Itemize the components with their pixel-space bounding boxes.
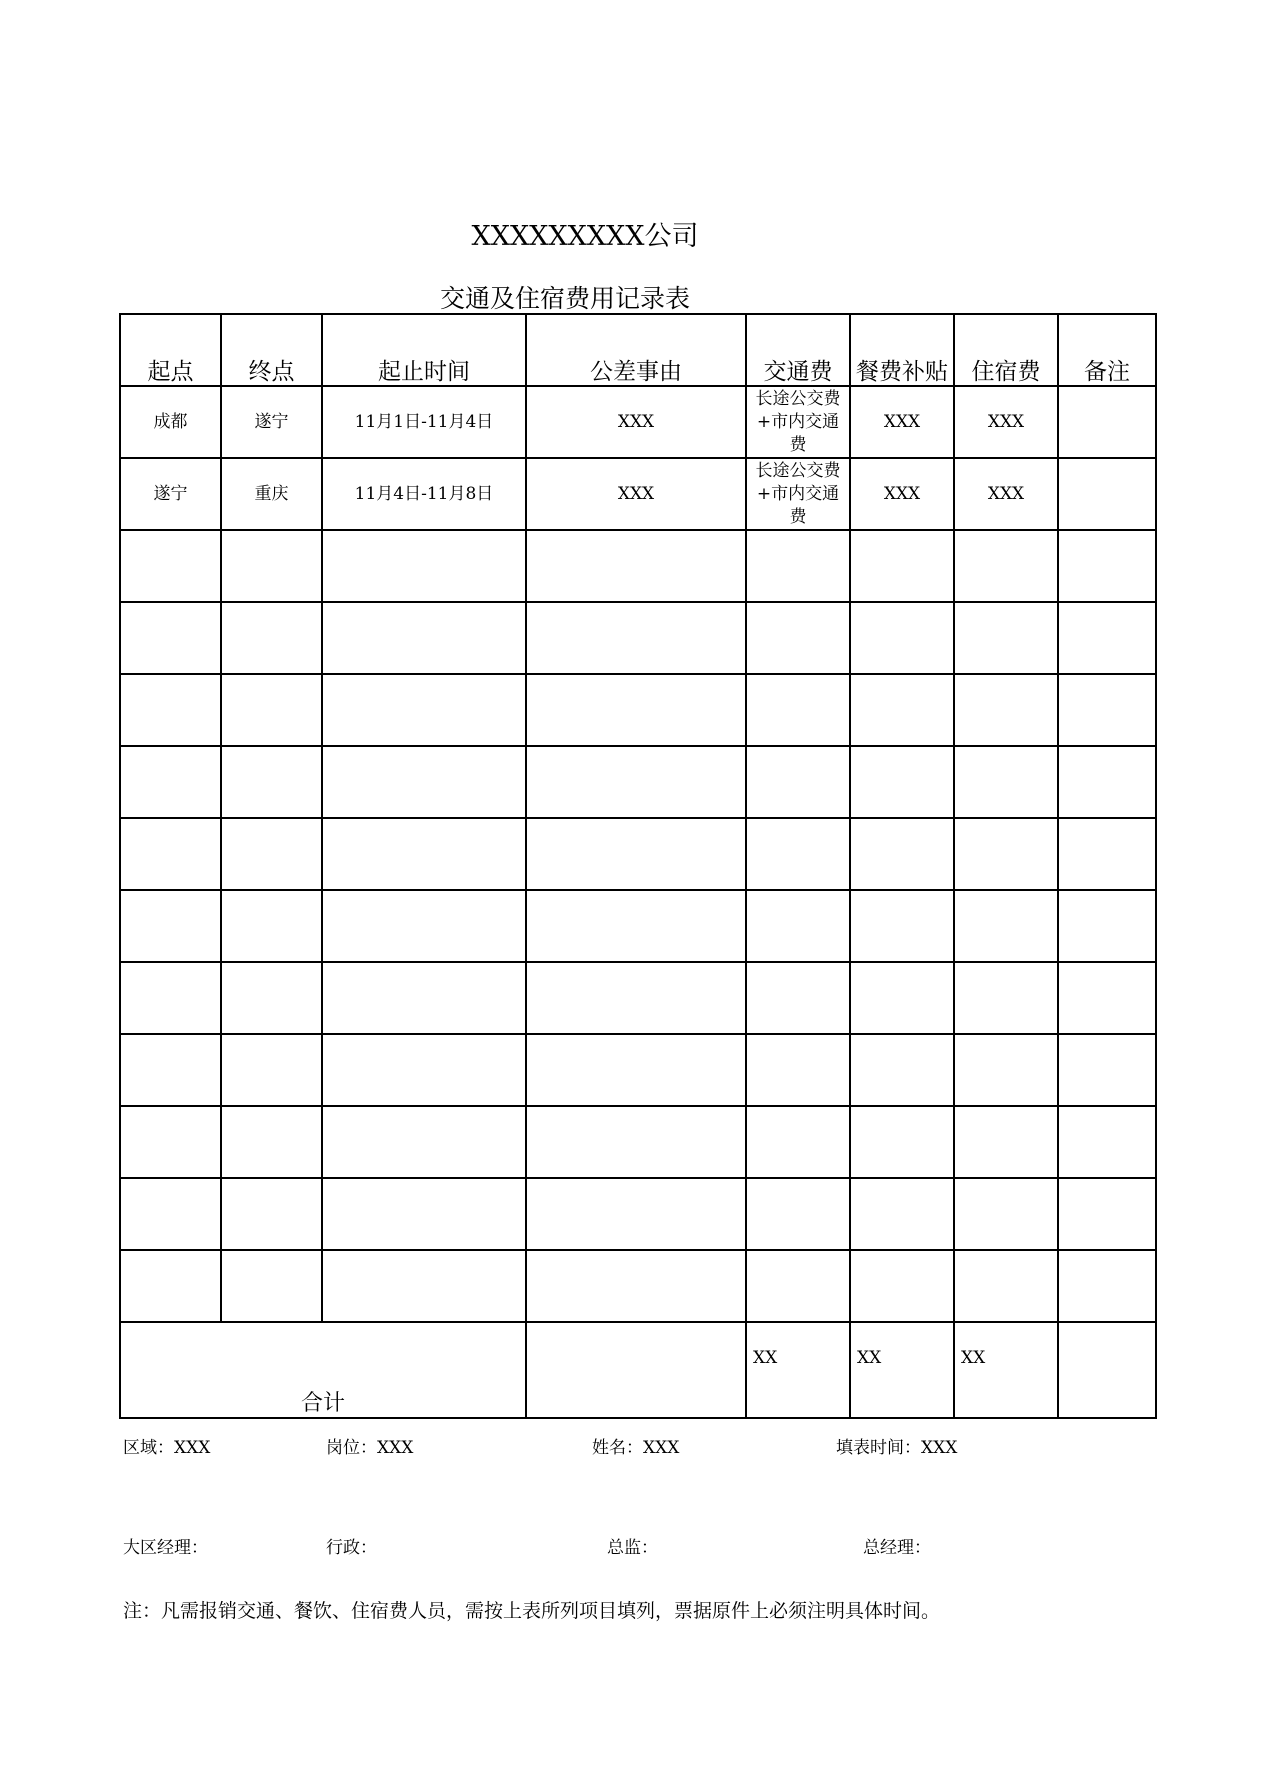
general-manager-signature: 总经理：: [863, 1538, 931, 1558]
cell-meal: [850, 602, 954, 674]
cell-lodging: [954, 962, 1058, 1034]
cell-meal: [850, 962, 954, 1034]
cell-end: [221, 746, 322, 818]
column-header-end: 终点: [221, 314, 322, 386]
cell-meal: [850, 818, 954, 890]
cell-lodging: [954, 530, 1058, 602]
cell-period: [322, 746, 526, 818]
cell-period: [322, 602, 526, 674]
cell-meal: XXX: [850, 458, 954, 530]
cell-end: 重庆: [221, 458, 322, 530]
cell-remarks: [1058, 674, 1156, 746]
cell-remarks: [1058, 962, 1156, 1034]
cell-transport: [746, 674, 850, 746]
signature-row: [0, 1533, 1280, 1563]
total-remarks-cell: [1058, 1322, 1156, 1418]
cell-remarks: [1058, 386, 1156, 458]
cell-meal: [850, 1178, 954, 1250]
total-meal: XX: [850, 1322, 954, 1418]
cell-start: [120, 674, 221, 746]
director-signature: 总监：: [607, 1538, 658, 1558]
cell-remarks: [1058, 1250, 1156, 1322]
cell-period: [322, 1034, 526, 1106]
cell-meal: [850, 746, 954, 818]
cell-remarks: [1058, 530, 1156, 602]
cell-meal: [850, 1034, 954, 1106]
cell-start: [120, 1250, 221, 1322]
cell-period: [322, 674, 526, 746]
table-row-empty: [120, 1034, 1156, 1106]
total-label: 合计: [120, 1322, 526, 1418]
cell-remarks: [1058, 746, 1156, 818]
cell-period: [322, 818, 526, 890]
cell-purpose: [526, 602, 746, 674]
cell-lodging: [954, 674, 1058, 746]
cell-meal: XXX: [850, 386, 954, 458]
table-row-empty: [120, 674, 1156, 746]
column-header-start: 起点: [120, 314, 221, 386]
cell-lodging: [954, 1250, 1058, 1322]
cell-meal: [850, 530, 954, 602]
cell-transport: [746, 1034, 850, 1106]
table-row-empty: [120, 1106, 1156, 1178]
cell-purpose: XXX: [526, 386, 746, 458]
cell-purpose: [526, 1178, 746, 1250]
cell-period: [322, 1250, 526, 1322]
cell-lodging: [954, 818, 1058, 890]
column-header-remarks: 备注: [1058, 314, 1156, 386]
table-row-empty: [120, 962, 1156, 1034]
cell-purpose: [526, 746, 746, 818]
cell-lodging: [954, 1106, 1058, 1178]
cell-start: [120, 1178, 221, 1250]
cell-start: 成都: [120, 386, 221, 458]
cell-start: [120, 818, 221, 890]
cell-remarks: [1058, 602, 1156, 674]
cell-purpose: [526, 962, 746, 1034]
table-row-empty: [120, 530, 1156, 602]
cell-meal: [850, 674, 954, 746]
cell-end: [221, 818, 322, 890]
cell-period: [322, 1178, 526, 1250]
cell-remarks: [1058, 1034, 1156, 1106]
column-header-purpose: 公差事由: [526, 314, 746, 386]
cell-transport: 长途公交费+市内交通费: [746, 458, 850, 530]
total-row: [120, 1322, 1156, 1418]
cell-start: [120, 962, 221, 1034]
cell-remarks: [1058, 890, 1156, 962]
cell-remarks: [1058, 458, 1156, 530]
cell-period: [322, 962, 526, 1034]
table-row-empty: [120, 890, 1156, 962]
cell-transport: [746, 818, 850, 890]
cell-end: [221, 1178, 322, 1250]
cell-lodging: [954, 602, 1058, 674]
footnote: 注：凡需报销交通、餐饮、住宿费人员，需按上表所列项目填列，票据原件上必须注明具体时间。: [123, 1600, 941, 1622]
cell-start: [120, 602, 221, 674]
cell-purpose: XXX: [526, 458, 746, 530]
cell-lodging: XXX: [954, 458, 1058, 530]
regional-manager-signature: 大区经理：: [123, 1538, 208, 1558]
cell-transport: [746, 530, 850, 602]
cell-end: [221, 530, 322, 602]
cell-period: [322, 1106, 526, 1178]
cell-end: [221, 1034, 322, 1106]
cell-purpose: [526, 818, 746, 890]
cell-transport: [746, 962, 850, 1034]
region-field: 区域：XXX: [123, 1438, 211, 1458]
cell-period: 11月4日-11月8日: [322, 458, 526, 530]
position-field: 岗位：XXX: [326, 1438, 414, 1458]
table-header-row: [120, 314, 1156, 386]
cell-lodging: [954, 890, 1058, 962]
cell-meal: [850, 890, 954, 962]
cell-purpose: [526, 1034, 746, 1106]
cell-remarks: [1058, 1106, 1156, 1178]
table-row-empty: [120, 746, 1156, 818]
cell-transport: [746, 602, 850, 674]
table-row-empty: [120, 1250, 1156, 1322]
table-row-empty: [120, 818, 1156, 890]
info-row: [0, 1433, 1280, 1463]
cell-end: [221, 674, 322, 746]
expense-table: [119, 313, 1157, 1419]
cell-lodging: [954, 1034, 1058, 1106]
cell-start: [120, 1106, 221, 1178]
table-row-empty: [120, 602, 1156, 674]
cell-end: [221, 1250, 322, 1322]
table-row-empty: [120, 1178, 1156, 1250]
table-row: [120, 458, 1156, 530]
cell-end: [221, 602, 322, 674]
cell-start: [120, 746, 221, 818]
cell-period: [322, 530, 526, 602]
cell-start: [120, 1034, 221, 1106]
form-title: 交通及住宿费用记录表: [440, 284, 691, 313]
cell-transport: [746, 1178, 850, 1250]
cell-period: 11月1日-11月4日: [322, 386, 526, 458]
cell-purpose: [526, 1250, 746, 1322]
total-purpose-cell: [526, 1322, 746, 1418]
cell-lodging: XXX: [954, 386, 1058, 458]
name-field: 姓名：XXX: [592, 1438, 680, 1458]
company-title: XXXXXXXXX公司: [471, 221, 699, 252]
cell-transport: [746, 890, 850, 962]
column-header-meal: 餐费补贴: [850, 314, 954, 386]
cell-purpose: [526, 890, 746, 962]
cell-end: [221, 962, 322, 1034]
cell-transport: [746, 746, 850, 818]
fill-time-field: 填表时间：XXX: [836, 1438, 958, 1458]
column-header-period: 起止时间: [322, 314, 526, 386]
cell-transport: [746, 1250, 850, 1322]
empty-rows: [120, 530, 1156, 1322]
cell-transport: [746, 1106, 850, 1178]
cell-start: 遂宁: [120, 458, 221, 530]
total-lodging: XX: [954, 1322, 1058, 1418]
cell-lodging: [954, 746, 1058, 818]
column-header-lodging: 住宿费: [954, 314, 1058, 386]
cell-purpose: [526, 1106, 746, 1178]
cell-end: [221, 890, 322, 962]
cell-purpose: [526, 530, 746, 602]
cell-end: 遂宁: [221, 386, 322, 458]
admin-signature: 行政：: [326, 1538, 377, 1558]
cell-start: [120, 530, 221, 602]
cell-end: [221, 1106, 322, 1178]
cell-purpose: [526, 674, 746, 746]
total-transport: XX: [746, 1322, 850, 1418]
cell-remarks: [1058, 818, 1156, 890]
cell-period: [322, 890, 526, 962]
cell-transport: 长途公交费+市内交通费: [746, 386, 850, 458]
cell-meal: [850, 1250, 954, 1322]
column-header-transport: 交通费: [746, 314, 850, 386]
table-row: [120, 386, 1156, 458]
cell-start: [120, 890, 221, 962]
cell-meal: [850, 1106, 954, 1178]
cell-lodging: [954, 1178, 1058, 1250]
cell-remarks: [1058, 1178, 1156, 1250]
